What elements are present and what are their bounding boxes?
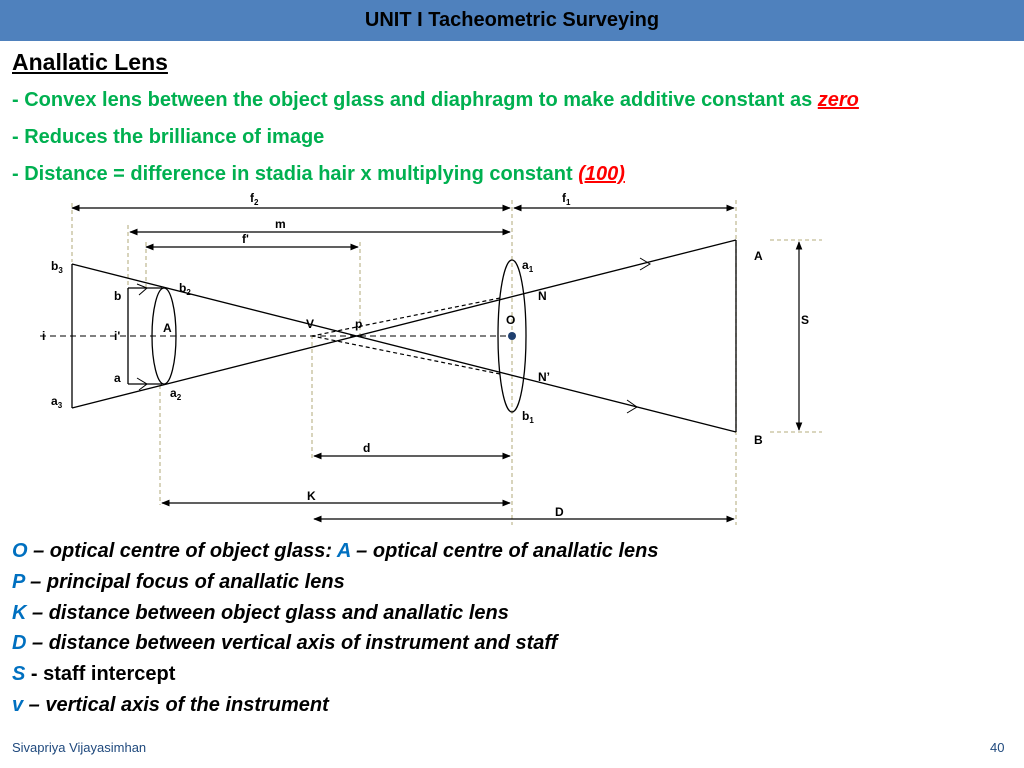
- construction-lines: [72, 200, 822, 525]
- section-heading: Anallatic Lens: [12, 49, 168, 75]
- label-b1: $b_1$: [522, 409, 534, 425]
- dimension-lines: [72, 208, 799, 519]
- label-v: V: [306, 317, 315, 331]
- label-f-prime: f': [242, 232, 249, 246]
- label-staff-A: A: [754, 249, 763, 263]
- label-K: K: [307, 489, 316, 503]
- bullet-text: - Convex lens between the object glass and diaphragm to make additive constant as: [12, 89, 818, 111]
- label-i: i: [42, 329, 46, 343]
- label-lens-A: A: [163, 321, 172, 335]
- label-a: a: [114, 371, 121, 385]
- label-f1: $f_1$: [562, 191, 571, 207]
- label-S: S: [801, 313, 810, 327]
- label-m: m: [275, 217, 286, 231]
- definition-symbol: S: [12, 663, 26, 685]
- footer-author: Sivapriya Vijayasimhan: [12, 740, 147, 755]
- label-D: D: [555, 505, 564, 519]
- label-i-prime: i': [114, 329, 121, 343]
- definition-text: – distance between object glass and anallatic lens: [26, 602, 509, 624]
- label-a1: $a_1$: [522, 258, 534, 274]
- definition-D: [12, 632, 557, 655]
- bullet-text: - Distance = difference in stadia hair x multiplying constant: [12, 163, 579, 185]
- label-b3: $b_3$: [51, 259, 63, 275]
- bullet-highlight: (100): [578, 163, 625, 185]
- definition-symbol: O: [12, 540, 28, 562]
- label-N-prime: N’: [538, 370, 550, 384]
- slide-title: UNIT I Tacheometric Surveying: [364, 9, 660, 31]
- label-b: b: [114, 289, 122, 303]
- definition-O-A: [12, 540, 659, 563]
- definition-text: – optical centre of object glass:: [27, 540, 337, 562]
- definition-symbol: D: [12, 632, 27, 654]
- definition-text: – optical centre of anallatic lens: [350, 540, 659, 562]
- definition-symbol: A: [336, 540, 351, 562]
- bullet-text: - Reduces the brilliance of image: [12, 126, 325, 148]
- definition-P: [12, 571, 345, 594]
- label-d: d: [363, 441, 371, 455]
- label-a2: $a_2$: [170, 386, 182, 402]
- label-b2: $b_2$: [179, 281, 191, 297]
- definition-text: – vertical axis of the instrument: [23, 694, 329, 716]
- label-f2: $f_2$: [250, 191, 259, 207]
- label-N: N: [538, 289, 547, 303]
- definition-symbol: K: [12, 602, 27, 624]
- page-number: 40: [990, 740, 1005, 755]
- label-staff-B: B: [754, 433, 763, 447]
- definition-S: [12, 663, 175, 686]
- definition-symbol: v: [12, 694, 24, 716]
- definition-text: – distance between vertical axis of instrument and staff: [26, 632, 558, 654]
- label-p: p: [355, 317, 363, 331]
- label-a3: $a_3$: [51, 394, 63, 410]
- definition-v: [12, 694, 329, 717]
- definition-text: – principal focus of anallatic lens: [24, 571, 345, 593]
- label-O: O: [506, 313, 516, 327]
- bullet-highlight: zero: [817, 89, 859, 111]
- definition-symbol: P: [12, 571, 25, 593]
- optical-centre-dot: [508, 332, 516, 340]
- definition-K: [12, 602, 509, 625]
- definition-text: - staff intercept: [25, 663, 176, 685]
